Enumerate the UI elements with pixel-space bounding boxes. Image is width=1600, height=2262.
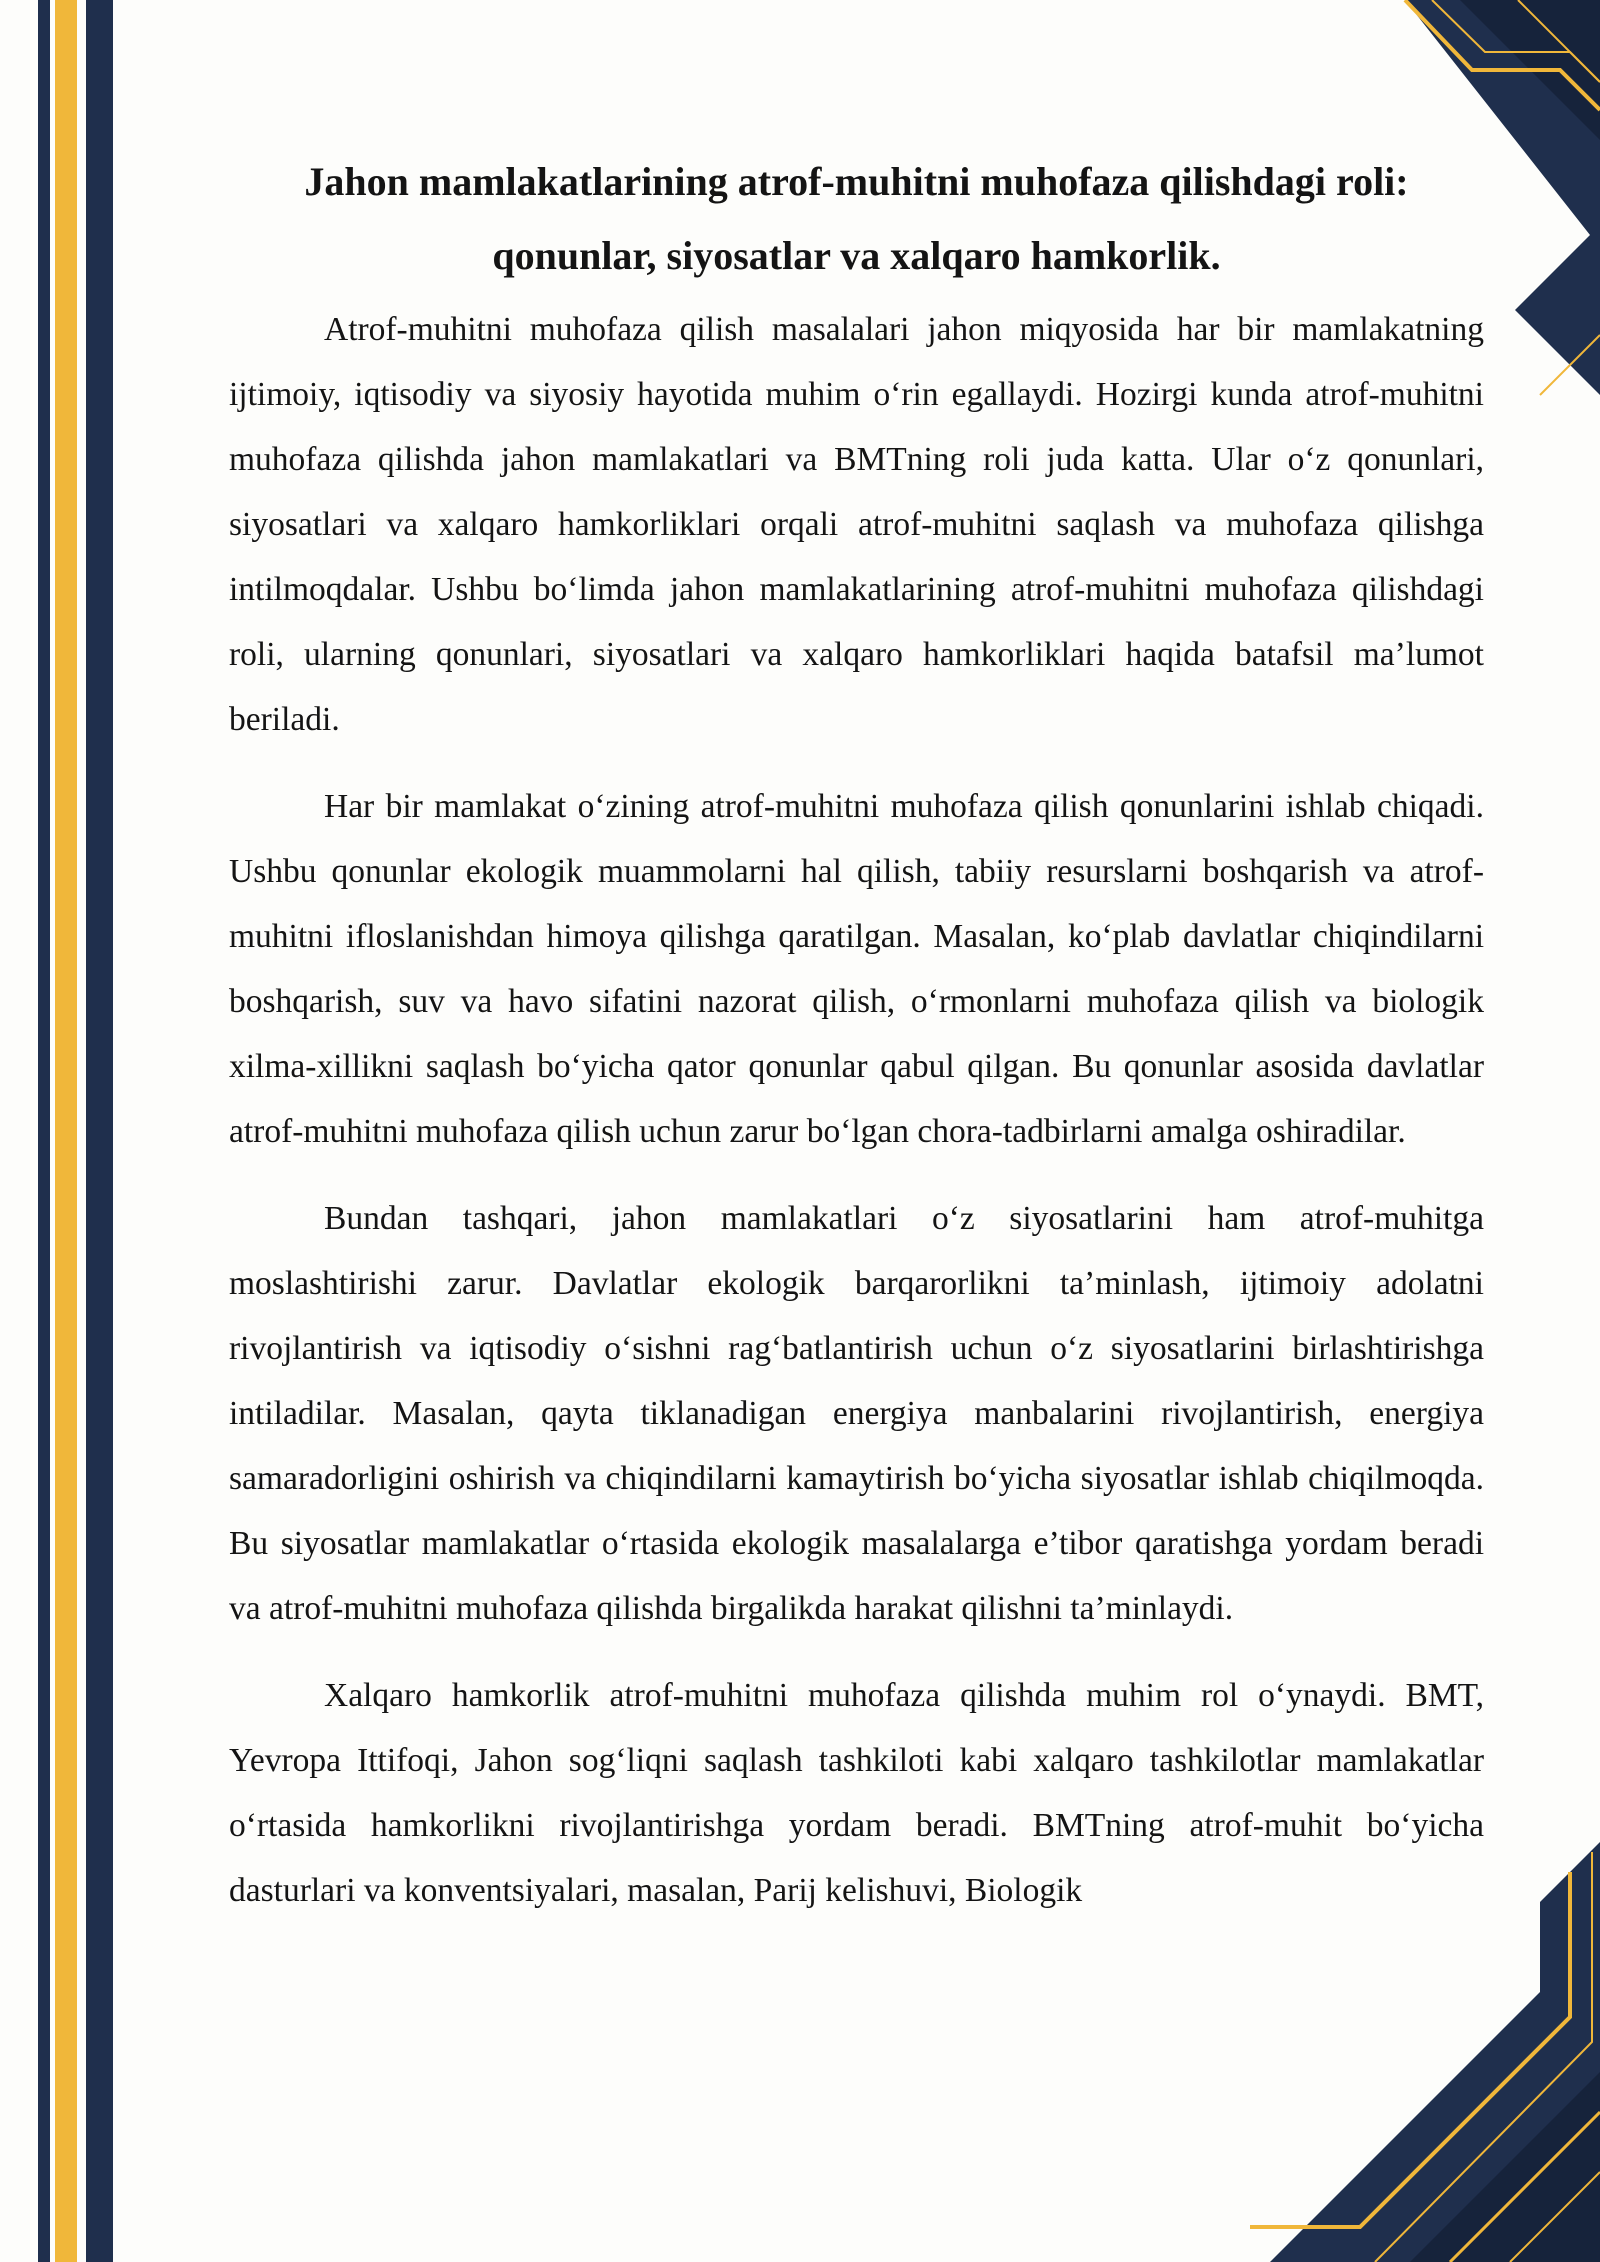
paragraph-3: Bundan tashqari, jahon mamlakatlari o‘z siyosatlarini ham atrof-muhitga moslashtirishi zarur. Davlatlar ekologik barqarorlikni ta’minlash, ijtimoiy adolatni rivojlantirish va iqtisodiy o‘sishni rag‘batlantirish uchun o‘z siyosatlarini birlashtirishga intiladilar. Masalan, qayta tiklanadigan energiya manbalarini rivojlantirish, energiya samaradorligini oshirish va chiqindilarni kamaytirish bo‘yicha siyosatlar ishlab chiqilmoqda. Bu siyosatlar mamlakatlar o‘rtasida ekologik masalalarga e’tibor qaratishga yordam beradi va atrof-muhitni muhofaza qilishda birgalikda harakat qilishni ta’minlaydi. xyxy=(229,1200,1484,1627)
left-border-navy-stripe xyxy=(38,0,50,2262)
paragraph-4: Xalqaro hamkorlik atrof-muhitni muhofaza qilishda muhim rol o‘ynaydi. BMT, Yevropa Ittifoqi, Jahon sog‘liqni saqlash tashkiloti kabi xalqaro tashkilotlar mamlakatlar o‘rtasida hamkorlikni rivojlantirishga yordam beradi. BMTning atrof-muhit bo‘yicha dasturlari va konventsiyalari, masalan, Parij kelishuvi, Biologik xyxy=(229,1677,1484,1909)
left-border-gold-stripe xyxy=(55,0,77,2262)
left-border-navy-stripe-inner xyxy=(86,0,113,2262)
document-body xyxy=(229,145,1484,1945)
paragraph-2: Har bir mamlakat o‘zining atrof-muhitni muhofaza qilish qonunlarini ishlab chiqadi. Ushbu qonunlar ekologik muammolarni hal qilish, tabiiy resurslarni boshqarish va atrof-muhitni ifloslanishdan himoya qilishga qaratilgan. Masalan, ko‘plab davlatlar chiqindilarni boshqarish, suv va havo sifatini nazorat qilish, o‘rmonlarni muhofaza qilish va biologik xilma-xillikni saqlash bo‘yicha qator qonunlar qabul qilgan. Bu qonunlar asosida davlatlar atrof-muhitni muhofaza qilish uchun zarur bo‘lgan chora-tadbirlarni amalga oshiradilar. xyxy=(229,788,1484,1150)
document-title: Jahon mamlakatlarining atrof-muhitni muhofaza qilishdagi roli: qonunlar, siyosatlar va xalqaro hamkorlik. xyxy=(304,159,1409,278)
paragraph-1: Atrof-muhitni muhofaza qilish masalalari jahon miqyosida har bir mamlakatning ijtimoiy, iqtisodiy va siyosiy hayotida muhim o‘rin egallaydi. Hozirgi kunda atrof-muhitni muhofaza qilishda jahon mamlakatlari va BMTning roli juda katta. Ular o‘z qonunlari, siyosatlari va xalqaro hamkorliklari orqali atrof-muhitni saqlash va muhofaza qilishga intilmoqdalar. Ushbu bo‘limda jahon mamlakatlarining atrof-muhitni muhofaza qilishdagi roli, ularning qonunlari, siyosatlari va xalqaro hamkorliklari haqida batafsil ma’lumot beriladi. xyxy=(229,311,1484,738)
